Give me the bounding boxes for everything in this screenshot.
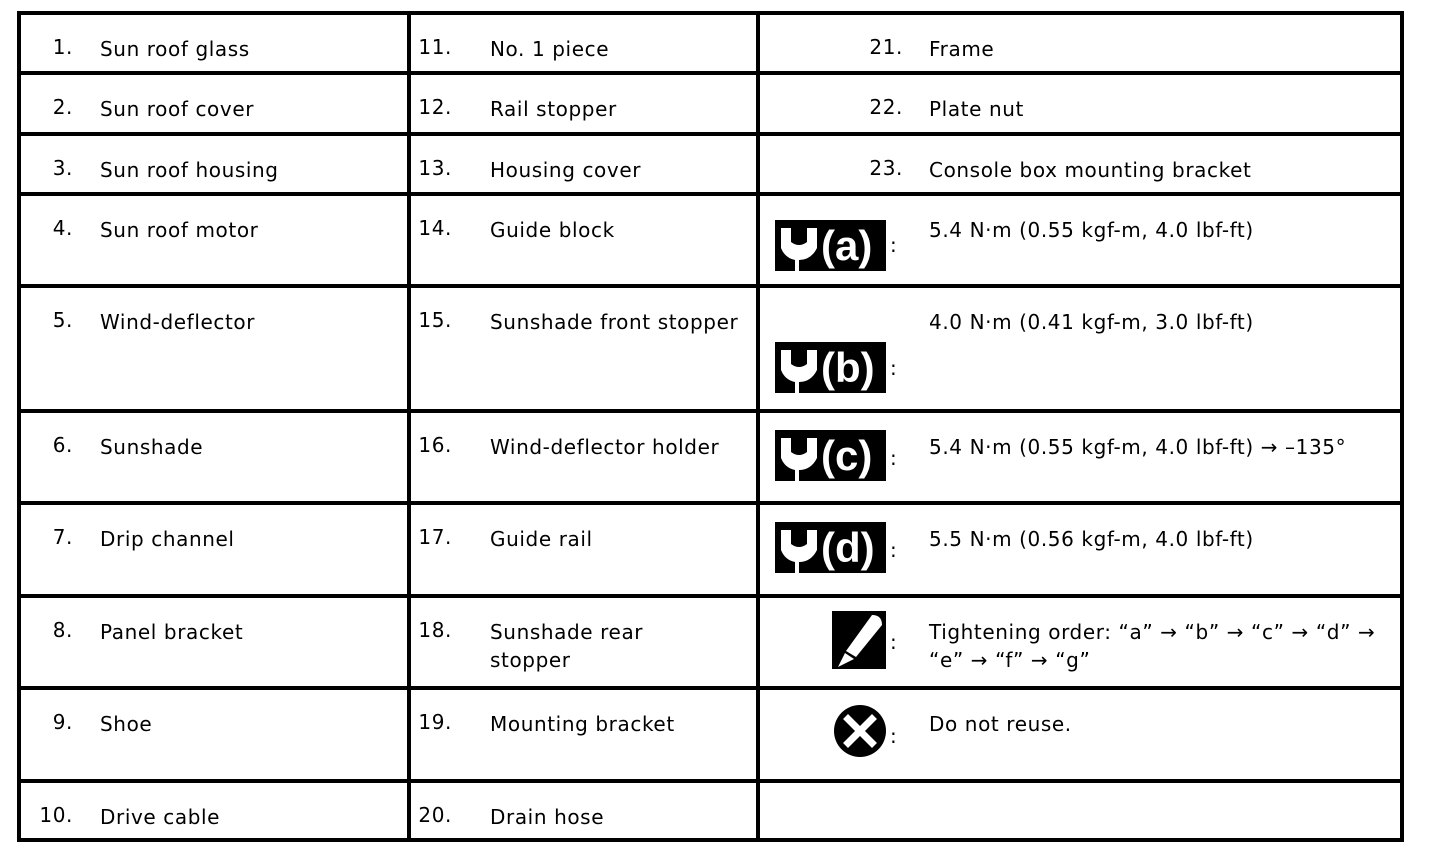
part-number: 4. — [52, 215, 73, 240]
part-cell — [409, 688, 758, 780]
part-name: Wind-deflector holder — [490, 434, 720, 459]
part-name: Panel bracket — [100, 619, 244, 644]
part-name: Sunshade front stopper — [490, 310, 739, 335]
part-number: 23. — [869, 155, 903, 180]
part-name: Sunshade — [100, 434, 204, 459]
tightening-order-text: Tightening order: “a” → “b” → “c” → “d” → “e” → “f” → “g” — [929, 619, 1376, 672]
part-name: Drive cable — [100, 804, 221, 829]
part-cell — [409, 781, 758, 840]
part-number: 1. — [52, 35, 73, 59]
torque-symbol-label: (a) — [821, 221, 873, 269]
part-cell — [19, 73, 409, 133]
part-cell — [409, 503, 758, 595]
part-cell — [19, 134, 409, 194]
part-number: 6. — [52, 432, 73, 457]
table-row — [19, 134, 1402, 194]
torque-cell — [758, 411, 1402, 503]
part-cell — [409, 134, 758, 194]
part-cell — [409, 73, 758, 133]
torque-symbol-label: (d) — [821, 524, 875, 572]
part-name: Rail stopper — [490, 97, 617, 122]
torque-symbol-label: (c) — [821, 431, 873, 479]
table-row — [19, 286, 1402, 411]
part-number: 15. — [418, 308, 452, 333]
colon: : — [890, 356, 898, 381]
torque-value: 5.4 N·m (0.55 kgf-m, 4.0 lbf-ft) → –135° — [929, 434, 1347, 459]
part-number: 11. — [418, 35, 452, 59]
part-name: Guide rail — [490, 527, 593, 552]
part-number: 20. — [418, 802, 452, 827]
part-cell — [19, 596, 409, 688]
do-not-reuse-text: Do not reuse. — [929, 712, 1072, 737]
part-cell — [19, 286, 409, 411]
part-number: 22. — [869, 95, 903, 120]
torque-symbol-a — [775, 220, 886, 271]
part-number: 13. — [418, 155, 452, 180]
part-cell — [758, 13, 1402, 73]
torque-cell — [758, 503, 1402, 595]
table-row — [19, 688, 1402, 780]
part-cell — [758, 73, 1402, 133]
part-cell — [19, 688, 409, 780]
torque-value: 4.0 N·m (0.41 kgf-m, 3.0 lbf-ft) — [929, 310, 1254, 335]
torque-cell — [758, 286, 1402, 411]
part-cell — [19, 503, 409, 595]
part-number: 16. — [418, 432, 452, 457]
table-row — [19, 13, 1402, 73]
part-number: 14. — [418, 215, 452, 240]
table-row — [19, 73, 1402, 133]
part-name: Console box mounting bracket — [929, 157, 1252, 182]
colon: : — [890, 445, 898, 470]
torque-symbol-d — [775, 522, 886, 573]
part-cell — [19, 13, 409, 73]
do-not-reuse-icon — [833, 704, 887, 758]
empty-cell — [758, 781, 1402, 840]
part-name: Sun roof motor — [100, 217, 259, 242]
part-name: Guide block — [490, 217, 615, 242]
parts-legend-table — [17, 11, 1404, 842]
part-number: 21. — [869, 35, 903, 59]
colon: : — [890, 538, 898, 563]
part-cell — [409, 13, 758, 73]
torque-symbol-c — [775, 430, 886, 481]
colon: : — [890, 232, 898, 257]
part-name: Sun roof glass — [100, 37, 250, 61]
part-number: 17. — [418, 525, 452, 550]
torque-symbol-label: (b) — [821, 344, 875, 392]
table-row — [19, 781, 1402, 840]
part-number: 8. — [52, 617, 73, 642]
colon: : — [890, 629, 898, 654]
torque-value: 5.5 N·m (0.56 kgf-m, 4.0 lbf-ft) — [929, 527, 1254, 552]
part-number: 2. — [52, 95, 73, 120]
part-number: 19. — [418, 710, 452, 735]
part-name: Sunshade rear stopper — [490, 619, 644, 672]
table-row — [19, 411, 1402, 503]
pencil-icon — [832, 611, 886, 669]
part-cell — [19, 194, 409, 286]
table-row — [19, 596, 1402, 688]
part-number: 10. — [39, 802, 73, 827]
part-number: 7. — [52, 525, 73, 550]
torque-symbol-b — [775, 342, 886, 393]
table-row — [19, 194, 1402, 286]
note-cell — [758, 688, 1402, 780]
wrench-icon — [775, 522, 823, 573]
part-cell — [758, 134, 1402, 194]
wrench-icon — [775, 430, 823, 481]
colon: : — [890, 724, 898, 749]
part-name: Drain hose — [490, 804, 605, 829]
torque-value: 5.4 N·m (0.55 kgf-m, 4.0 lbf-ft) — [929, 217, 1254, 242]
torque-cell — [758, 194, 1402, 286]
part-name: Wind-deflector — [100, 310, 256, 335]
part-cell — [19, 781, 409, 840]
part-cell — [409, 194, 758, 286]
part-name: Mounting bracket — [490, 712, 675, 737]
part-name: Plate nut — [929, 97, 1024, 122]
table-row — [19, 503, 1402, 595]
part-number: 18. — [418, 617, 452, 642]
part-number: 5. — [52, 308, 73, 333]
part-cell — [409, 286, 758, 411]
part-name: Drip channel — [100, 527, 235, 552]
wrench-icon — [775, 220, 823, 271]
part-cell — [409, 596, 758, 688]
part-name: Shoe — [100, 712, 153, 737]
part-name: Sun roof cover — [100, 97, 255, 122]
part-cell — [409, 411, 758, 503]
part-number: 3. — [52, 155, 73, 180]
part-name: No. 1 piece — [490, 37, 610, 61]
wrench-icon — [775, 342, 823, 393]
part-number: 9. — [52, 710, 73, 735]
part-name: Sun roof housing — [100, 157, 279, 182]
note-cell — [758, 596, 1402, 688]
part-cell — [19, 411, 409, 503]
part-name: Housing cover — [490, 157, 642, 182]
part-name: Frame — [929, 37, 995, 61]
part-number: 12. — [418, 95, 452, 120]
